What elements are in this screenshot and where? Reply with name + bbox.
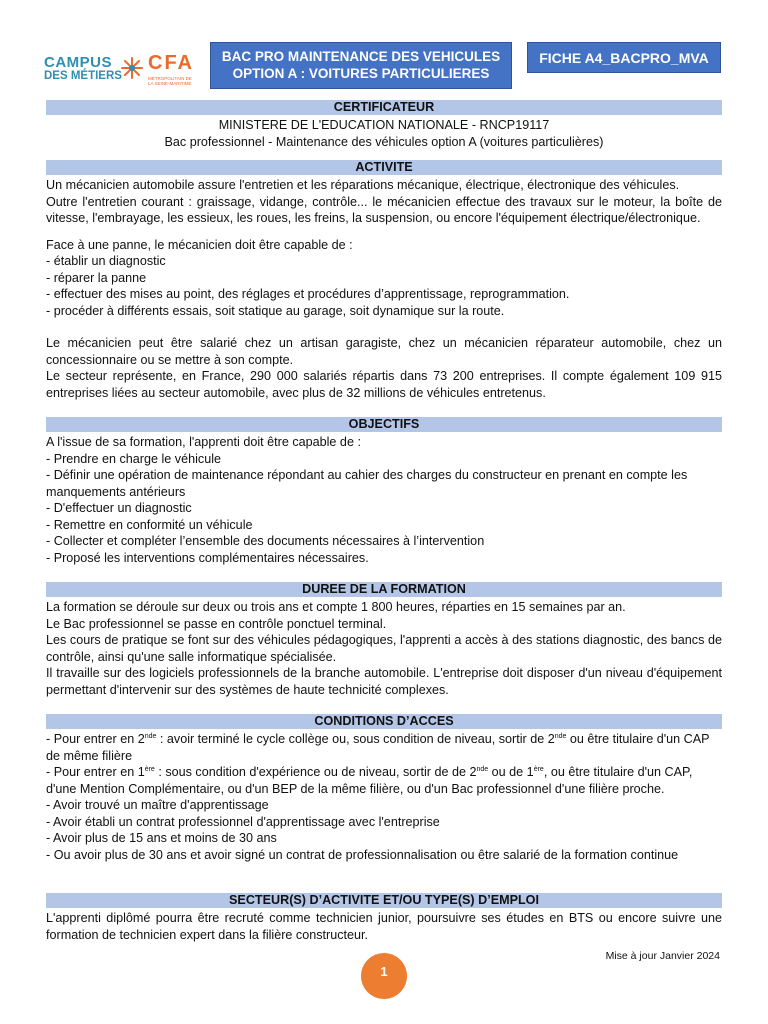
list-item: - Proposé les interventions complémentaires nécessaires. xyxy=(46,550,369,565)
activite-paragraph-3: Face à une panne, le mécanicien doit être capable de : xyxy=(46,237,353,252)
objectifs-intro: A l'issue de sa formation, l'apprenti doit être capable de : xyxy=(46,435,361,449)
section-heading-secteur: SECTEUR(S) D’ACTIVITE ET/OU TYPE(S) D’EMPLOI xyxy=(46,893,722,908)
section-heading-activite: ACTIVITE xyxy=(46,160,722,175)
section-heading-objectifs: OBJECTIFS xyxy=(46,417,722,432)
conditions-line-seconde: - Pour entrer en 2nde : avoir terminé le cycle collège ou, sous condition de niveau, sortir de 2nde ou être titulaire d'un CAP de même filière xyxy=(46,732,710,763)
duree-paragraph-2: Le Bac professionnel se passe en contrôle ponctuel terminal. xyxy=(46,616,387,631)
list-item: - Avoir établi un contrat professionnel d'apprentissage avec l'entreprise xyxy=(46,814,440,829)
conditions-line-premiere: - Pour entrer en 1ère : sous condition d'expérience ou de niveau, sortir de de 2nde ou de 1ère, ou être titulaire d'un CAP, d'une Mention Complémentaire, ou d'un BEP de la même filière, ou d'un Bac professionnel d'une filière proche. xyxy=(46,765,693,796)
fiche-reference-box: FICHE A4_BACPRO_MVA xyxy=(527,42,721,73)
title-line-1: BAC PRO MAINTENANCE DES VEHICULES xyxy=(221,49,501,64)
list-item: - procéder à différents essais, soit statique au garage, soit dynamique sur la route. xyxy=(46,303,505,318)
update-date: Mise à jour Janvier 2024 xyxy=(605,950,720,962)
activite-paragraph-4: Le mécanicien peut être salarié chez un artisan garagiste, chez un mécanicien réparateur automobile, chez un concessionnaire ou se mettre à son compte. xyxy=(46,336,722,367)
list-item: - Définir une opération de maintenance répondant au cahier des charges du constructeur en prenant en compte les manquements antérieurs xyxy=(46,468,688,499)
logo-cfa-text: CFA xyxy=(148,52,194,74)
title-line-2: OPTION A : VOITURES PARTICULIERES xyxy=(232,66,490,81)
logo-campus-text: CAMPUS xyxy=(44,54,113,71)
duree-paragraph-1: La formation se déroule sur deux ou trois ans et compte 1 800 heures, réparties en 15 semaines par an. xyxy=(46,600,626,614)
list-item: - Collecter et compléter l’ensemble des documents nécessaires à l’intervention xyxy=(46,534,485,548)
document-title-box xyxy=(210,42,512,89)
document-body xyxy=(46,100,722,943)
page-number-badge: 1 xyxy=(361,953,407,999)
list-item: - Avoir trouvé un maître d'apprentissage xyxy=(46,798,269,812)
list-item: - Remettre en conformité un véhicule xyxy=(46,517,253,532)
duree-paragraph-4: Il travaille sur des logiciels professionnels de la branche automobile. L'entreprise doit disposer d'un niveau d'équipement permettant d'intervenir sur des systèmes de haute technicité complexes. xyxy=(46,666,722,697)
certificateur-line-2: Bac professionnel - Maintenance des véhicules option A (voitures particulières) xyxy=(164,134,604,149)
section-heading-conditions: CONDITIONS D’ACCES xyxy=(46,714,722,729)
list-item: - établir un diagnostic xyxy=(46,254,166,268)
list-item: - Ou avoir plus de 30 ans et avoir signé un contrat de professionnalisation ou être salarié de la formation continue xyxy=(46,847,679,862)
duree-paragraph-3: Les cours de pratique se font sur des véhicules pédagogiques, l'apprenti a accès à des stations diagnostic, des bancs de contrôle, ainsi qu'une salle informatique spécialisée. xyxy=(46,633,722,664)
list-item: - effectuer des mises au point, des réglages et procédures d’apprentissage, reprogrammation. xyxy=(46,287,570,301)
activite-paragraph-1: Un mécanicien automobile assure l'entretien et les réparations mécanique, électrique, électronique des véhicules. xyxy=(46,178,680,192)
list-item: - D'effectuer un diagnostic xyxy=(46,501,192,515)
star-icon xyxy=(120,56,144,80)
list-item: - Prendre en charge le véhicule xyxy=(46,451,222,466)
certificateur-line-1: MINISTERE DE L'EDUCATION NATIONALE - RNCP19117 xyxy=(218,118,550,132)
section-heading-certificateur: CERTIFICATEUR xyxy=(46,100,722,115)
section-heading-duree: DUREE DE LA FORMATION xyxy=(46,582,722,597)
logo-cfa-subtitle: MÉTROPOLITAIN DE LA SEINE-MARITIME xyxy=(148,76,192,86)
activite-paragraph-5: Le secteur représente, en France, 290 000 salariés répartis dans 73 200 entreprises. Il compte également 109 915 entreprises liées au secteur automobile, avec plus de 32 millions de véhicules entretenus. xyxy=(46,369,722,400)
logo-metiers-text: DES MÉTIERS xyxy=(44,70,122,82)
campus-cfa-logo xyxy=(44,52,194,88)
activite-paragraph-2: Outre l'entretien courant : graissage, vidange, contrôle... le mécanicien effectue des travaux sur le moteur, la boîte de vitesse, l'embrayage, les essieux, les roues, les freins, la suspension, ou encore l'équipement électrique/électronique. xyxy=(46,194,722,225)
list-item: - réparer la panne xyxy=(46,270,147,285)
list-item: - Avoir plus de 15 ans et moins de 30 ans xyxy=(46,831,277,845)
secteur-paragraph-1: L'apprenti diplômé pourra être recruté comme technicien junior, poursuivre ses études en BTS ou encore suivre une formation de technicien expert dans la filière constructeur. xyxy=(46,911,722,942)
